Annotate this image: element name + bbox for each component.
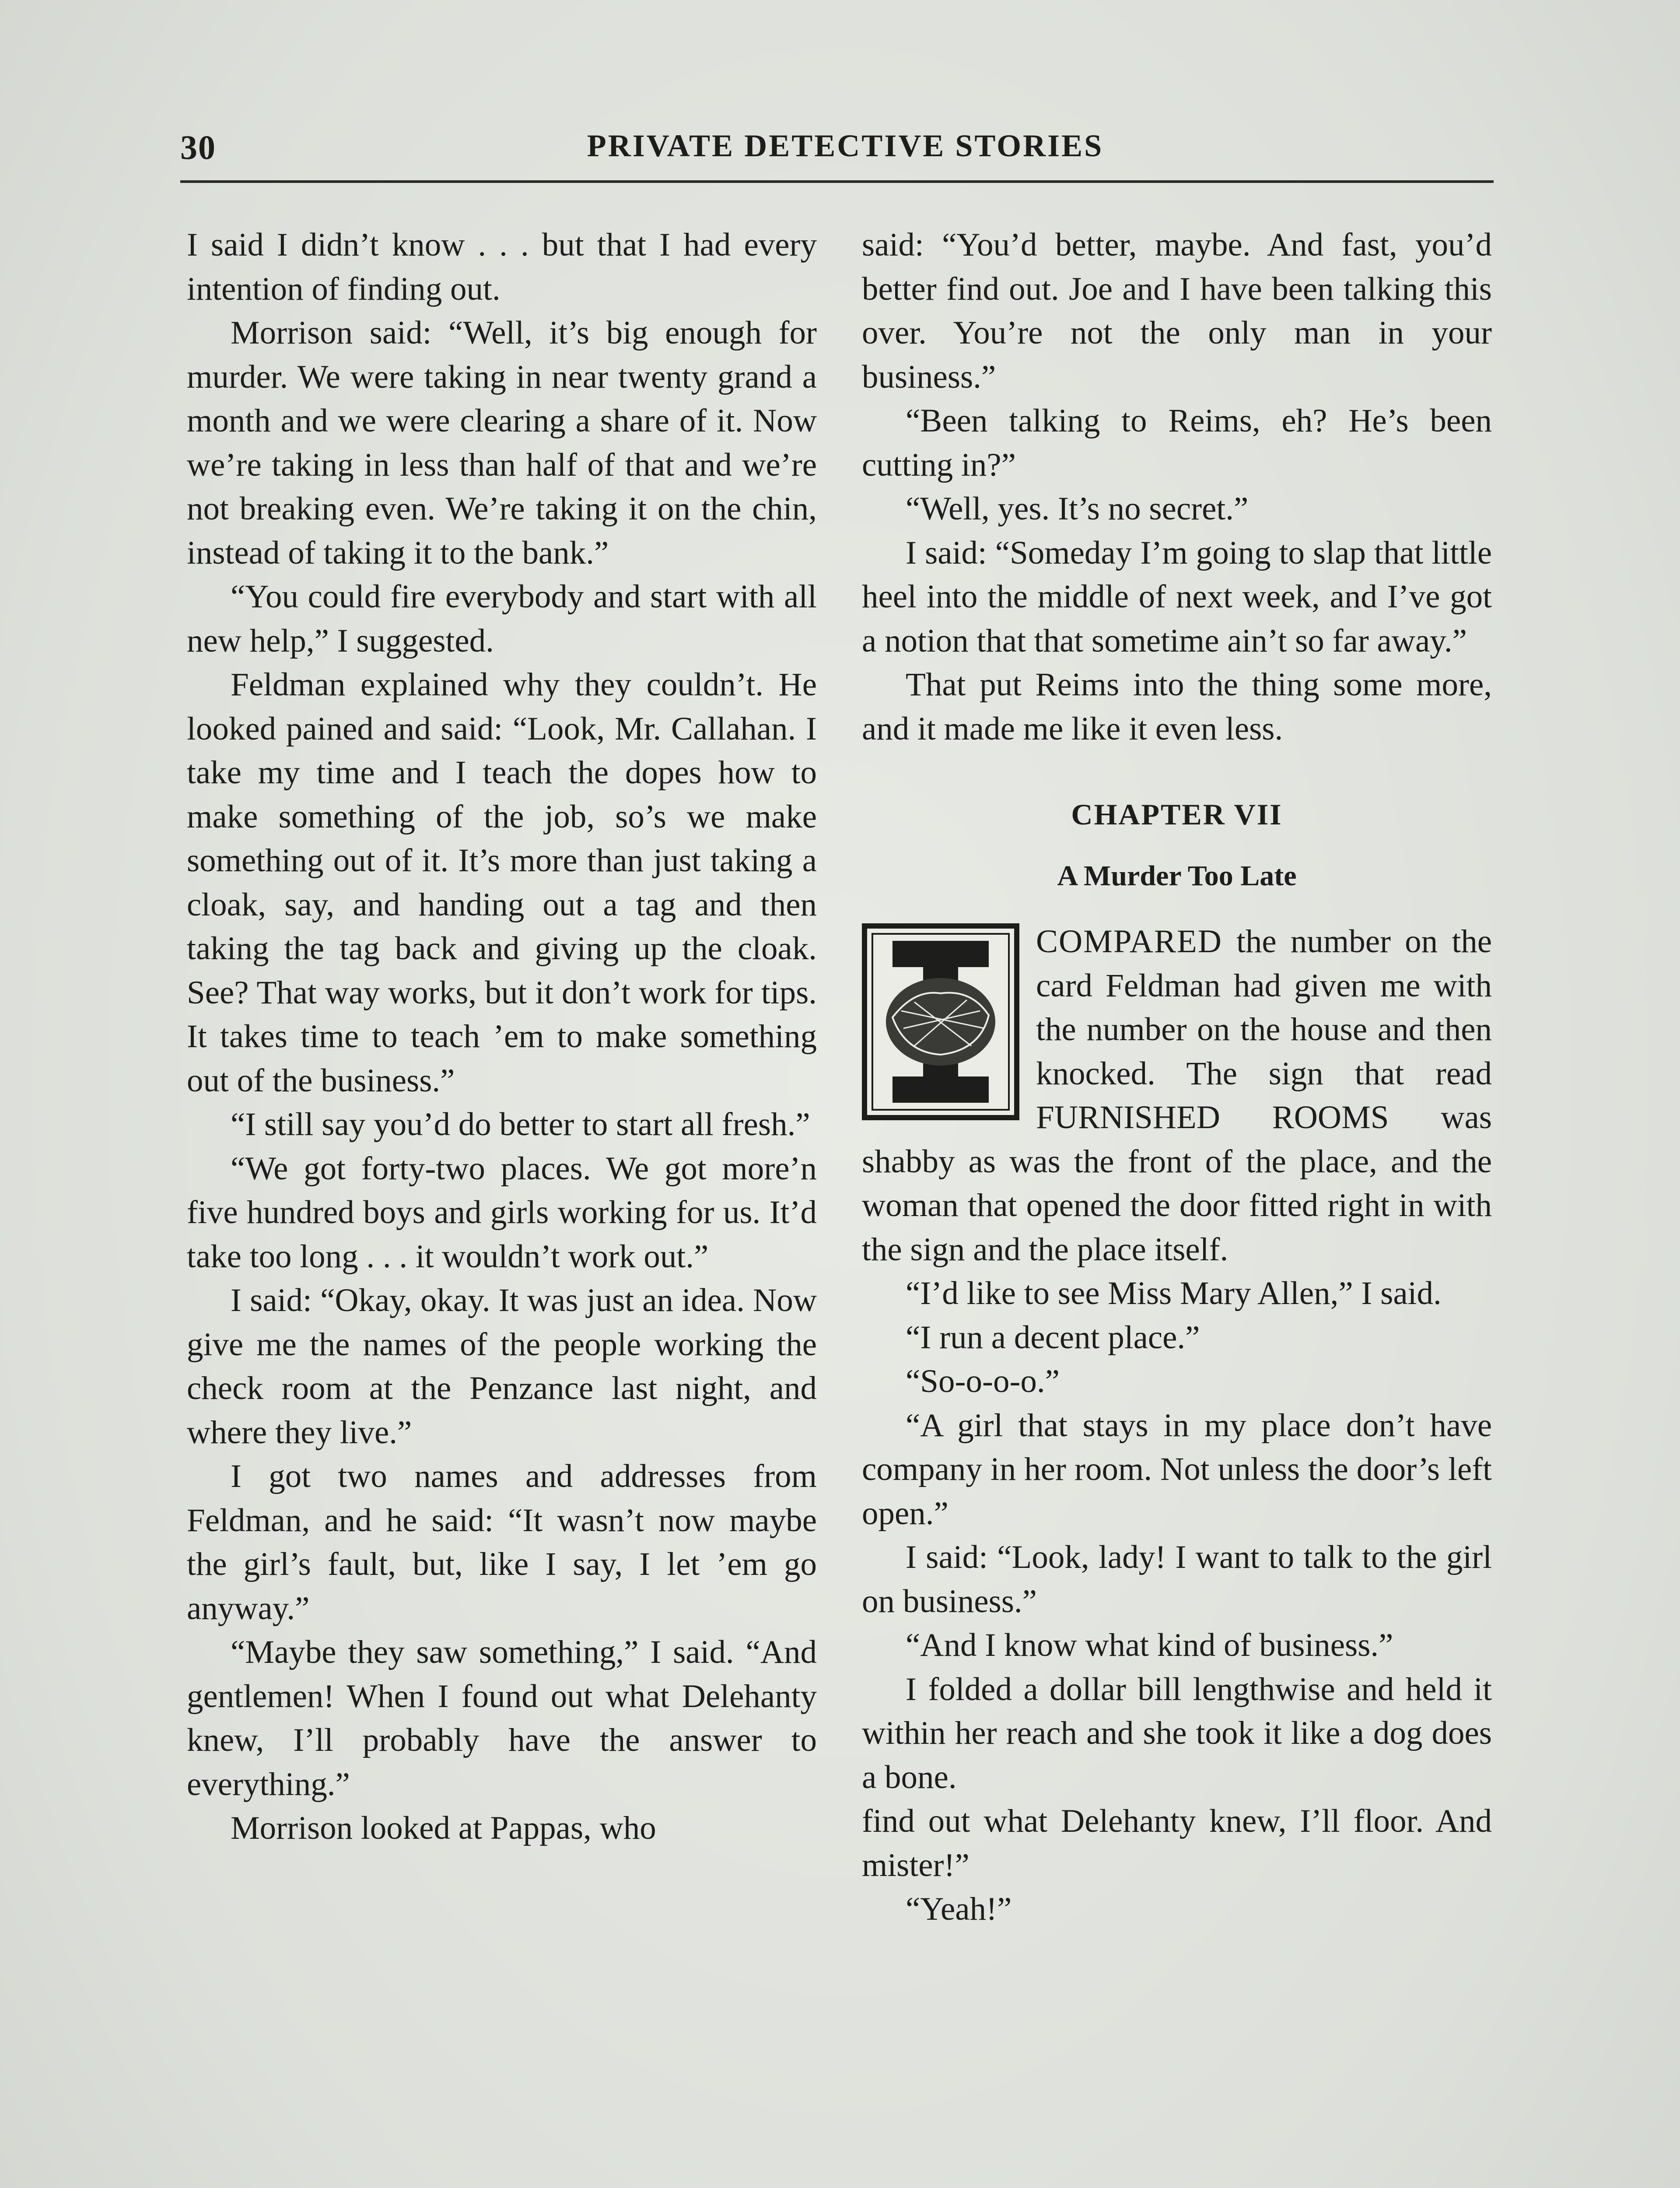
opening-caps: COMPARED xyxy=(1036,923,1222,960)
opening-text: the number on the card Feldman had given me with the number on the house and then knocked. The sign that read FURNISHED ROOMS was shabby as was the front of the place, and the woman that opened the door fitted right in with the sign and the place itself. xyxy=(862,923,1492,1268)
left-column xyxy=(187,223,817,2188)
chapter-title: CHAPTER VII xyxy=(1071,798,1283,831)
running-title: PRIVATE DETECTIVE STORIES xyxy=(587,128,1104,163)
paragraph: “And I know what kind of business.” xyxy=(906,1627,1393,1663)
paragraph: Feldman explained why they couldn’t. He looked pained and said: “Look, Mr. Callahan. I take my time and I teach the dopes how to make something of the job, so’s we make something out of it. It’s more than just taking a cloak, say, and handing out a tag and then taking the tag back and giving up the cloak. See? That way works, but it don’t work for tips. It takes time to teach ’em to make something out of the business.” xyxy=(187,666,817,1099)
paragraph: I folded a dollar bill lengthwise and held it within her reach and she took it like a dog does a bone. xyxy=(862,1671,1492,1795)
drop-cap xyxy=(862,923,1019,1120)
paragraph: “I’d like to see Miss Mary Allen,” I said. xyxy=(906,1275,1442,1311)
paragraph: Morrison looked at Pappas, who xyxy=(231,1810,656,1846)
chapter-opening-paragraph xyxy=(862,920,1492,1272)
page-number: 30 xyxy=(180,128,216,166)
paragraph: said: “You’d better, maybe. And fast, you’d better find out. Joe and I have been talking this over. You’re not the only man in your business.” xyxy=(862,227,1492,395)
drop-cap-illustration-icon xyxy=(862,923,1019,1120)
header-rule xyxy=(180,180,1494,183)
paragraph: “Been talking to Reims, eh? He’s been cutting in?” xyxy=(862,403,1492,483)
paragraph: I got two names and addresses from Feldman, and he said: “It wasn’t now maybe the girl’s fault, but, like I say, I let ’em go anyway.” xyxy=(187,1458,817,1627)
paragraph: “So-o-o-o.” xyxy=(906,1363,1060,1399)
paragraph: find out what Delehanty knew, I’ll floor. And mister!” xyxy=(862,1803,1492,1883)
page-header xyxy=(180,128,1494,176)
paragraph: “We got forty-two places. We got more’n five hundred boys and girls working for us. It’d take too long . . . it wouldn’t work out.” xyxy=(187,1150,817,1275)
paragraph: I said I didn’t know . . . but that I had every intention of finding out. xyxy=(187,227,817,307)
paragraph: “Yeah!” xyxy=(906,1891,1012,1927)
paragraph: “Maybe they saw something,” I said. “And gentlemen! When I found out what Delehanty knew, I’ll probably have the answer to everything.” xyxy=(187,1634,817,1802)
paragraph: I said: “Okay, okay. It was just an idea. Now give me the names of the people working the check room at the Penzance last night, and where they live.” xyxy=(187,1282,817,1451)
paragraph: “Well, yes. It’s no secret.” xyxy=(906,491,1249,527)
paragraph: “I still say you’d do better to start all fresh.” xyxy=(231,1106,810,1143)
chapter-subtitle: A Murder Too Late xyxy=(1057,859,1297,892)
paragraph: “I run a decent place.” xyxy=(906,1319,1200,1356)
right-column xyxy=(862,223,1492,2188)
paragraph: That put Reims into the thing some more, and it made me like it even less. xyxy=(862,666,1492,747)
paragraph: “You could fire everybody and start with all new help,” I suggested. xyxy=(187,579,817,659)
paragraph: Morrison said: “Well, it’s big enough for murder. We were taking in near twenty grand a month and we were clearing a share of it. Now we’re taking in less than half of that and we’re not breaking even. We’re taking it on the chin, instead of taking it to the bank.” xyxy=(187,315,817,571)
paragraph: I said: “Look, lady! I want to talk to the girl on business.” xyxy=(862,1539,1492,1620)
paragraph: I said: “Someday I’m going to slap that little heel into the middle of next week, and I’ve got a notion that that sometime ain’t so far away.” xyxy=(862,534,1492,659)
paragraph: “A girl that stays in my place don’t have company in her room. Not unless the door’s left open.” xyxy=(862,1407,1492,1532)
